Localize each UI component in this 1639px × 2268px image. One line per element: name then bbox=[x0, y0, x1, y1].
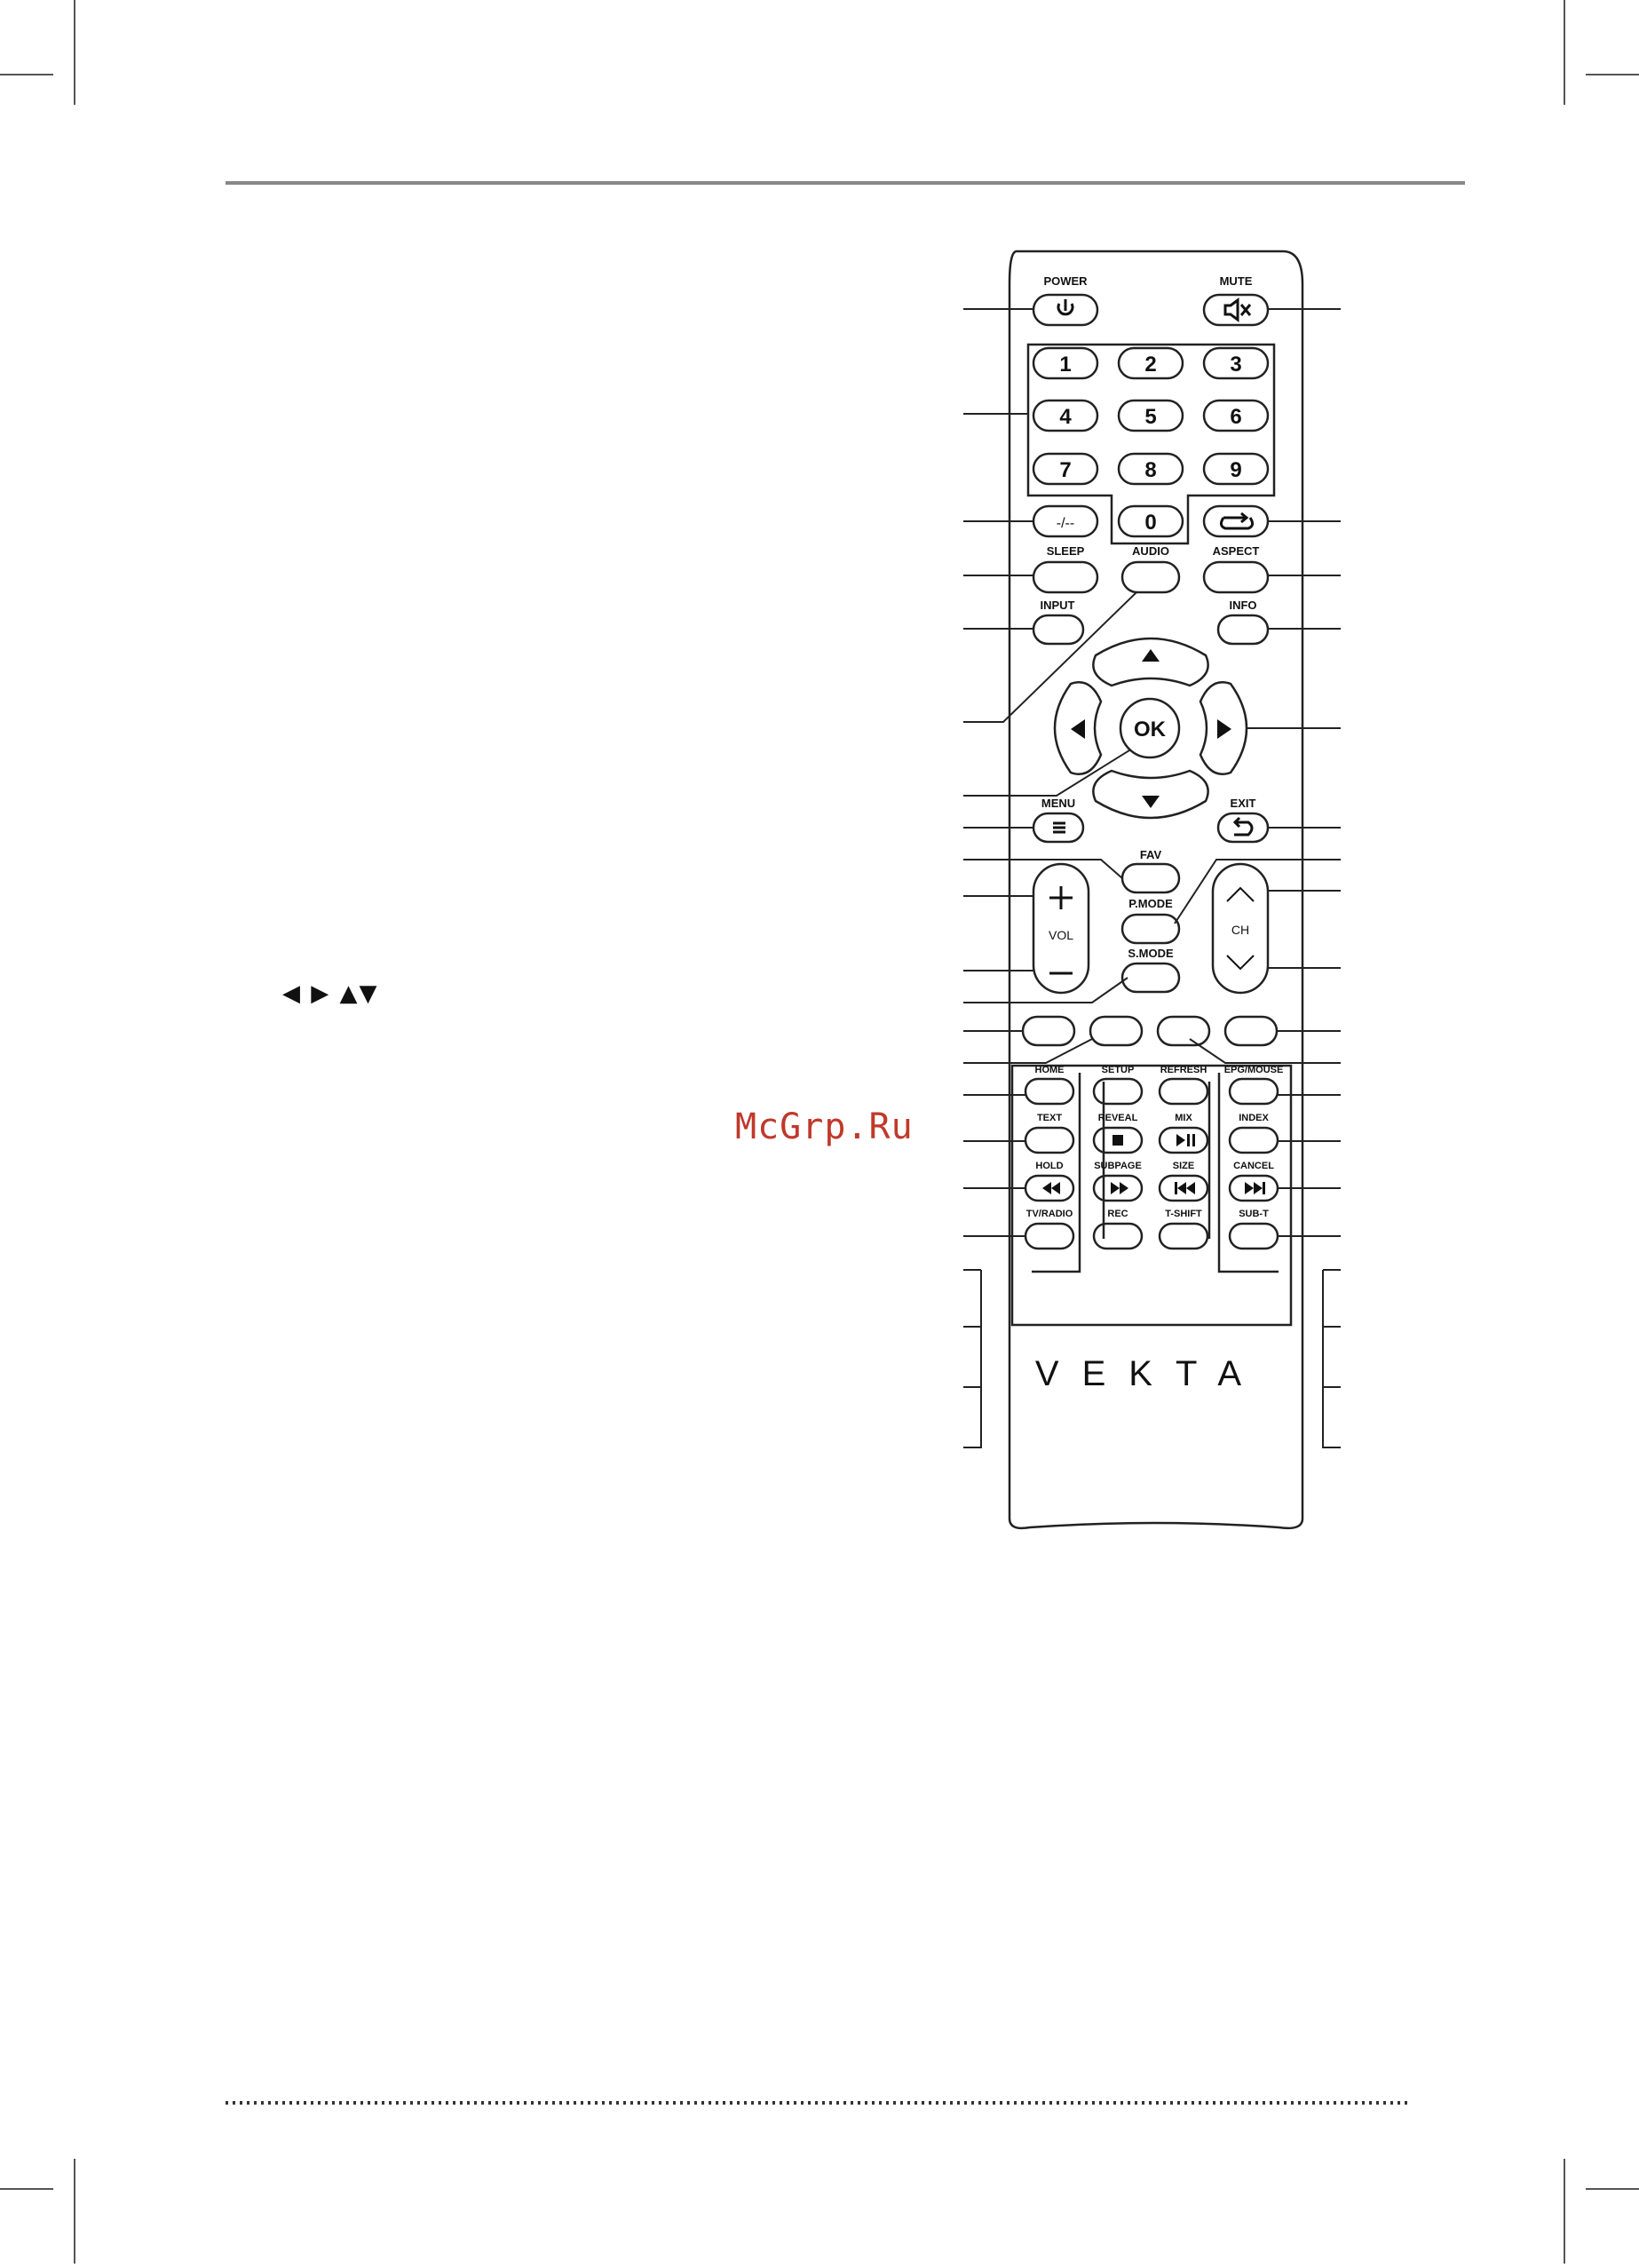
blue-key[interactable] bbox=[1225, 1017, 1277, 1045]
navigation-arrows-hint: ◀ ▶ ▲▼ bbox=[282, 980, 379, 1007]
tvradio-label: TV/RADIO bbox=[1025, 1209, 1073, 1219]
subt-label: SUB-T bbox=[1239, 1209, 1269, 1219]
arrow-right-icon bbox=[1217, 719, 1231, 739]
audio-button[interactable] bbox=[1122, 562, 1179, 592]
down-button[interactable] bbox=[1093, 771, 1207, 818]
pmode-label: P.MODE bbox=[1128, 897, 1173, 910]
arrow-down-icon bbox=[1142, 796, 1160, 808]
yellow-key[interactable] bbox=[1158, 1017, 1209, 1045]
pmode-button[interactable] bbox=[1122, 915, 1179, 943]
recall-icon bbox=[1221, 513, 1252, 528]
info-label: INFO bbox=[1229, 599, 1257, 612]
play-pause-icon bbox=[1176, 1134, 1195, 1146]
arrow-up-icon bbox=[1142, 649, 1160, 662]
menu-icon bbox=[1053, 823, 1065, 832]
digit-4: 4 bbox=[1059, 405, 1072, 429]
aspect-button[interactable] bbox=[1204, 562, 1268, 592]
rec-label: REC bbox=[1107, 1209, 1128, 1219]
reveal-label: REVEAL bbox=[1097, 1113, 1138, 1123]
sleep-label: SLEEP bbox=[1046, 544, 1085, 558]
size-label: SIZE bbox=[1172, 1161, 1195, 1171]
smode-label: S.MODE bbox=[1128, 947, 1174, 960]
digit-6: 6 bbox=[1230, 405, 1242, 429]
stop-icon bbox=[1112, 1135, 1123, 1146]
return-icon bbox=[1234, 818, 1252, 835]
audio-label: AUDIO bbox=[1132, 544, 1169, 558]
home-button[interactable] bbox=[1025, 1079, 1073, 1104]
plus-icon bbox=[1049, 886, 1073, 909]
index-label: INDEX bbox=[1239, 1113, 1269, 1123]
hold-label: HOLD bbox=[1035, 1161, 1064, 1171]
mute-icon bbox=[1225, 300, 1250, 320]
setup-button[interactable] bbox=[1094, 1079, 1142, 1104]
recall-button[interactable] bbox=[1204, 506, 1268, 536]
home-label: HOME bbox=[1034, 1065, 1065, 1075]
menu-label: MENU bbox=[1041, 797, 1076, 810]
setup-label: SETUP bbox=[1101, 1065, 1135, 1075]
chevron-up-icon bbox=[1227, 888, 1254, 901]
exit-button[interactable] bbox=[1218, 813, 1268, 842]
chevron-down-icon bbox=[1227, 956, 1254, 969]
smode-button[interactable] bbox=[1122, 964, 1179, 992]
remote-keys bbox=[1023, 295, 1278, 1249]
remote-control bbox=[1010, 251, 1302, 1528]
input-button[interactable] bbox=[1033, 615, 1083, 644]
ch-label: CH bbox=[1231, 923, 1250, 937]
watermark: McGrp.Ru bbox=[735, 1106, 914, 1147]
text-label: TEXT bbox=[1036, 1113, 1063, 1123]
tvradio-button[interactable] bbox=[1025, 1224, 1073, 1249]
aspect-label: ASPECT bbox=[1212, 544, 1260, 558]
digit-0: 0 bbox=[1144, 511, 1157, 535]
up-button[interactable] bbox=[1093, 638, 1207, 686]
input-label: INPUT bbox=[1040, 599, 1075, 612]
dash-label: -/-- bbox=[1056, 516, 1075, 531]
mute-button[interactable] bbox=[1204, 295, 1268, 325]
fast-forward-icon bbox=[1111, 1182, 1128, 1194]
index-button[interactable] bbox=[1230, 1128, 1278, 1153]
text-button[interactable] bbox=[1025, 1128, 1073, 1153]
digit-5: 5 bbox=[1144, 405, 1157, 429]
power-icon bbox=[1058, 299, 1073, 314]
digit-7: 7 bbox=[1059, 458, 1072, 482]
next-icon bbox=[1245, 1182, 1265, 1194]
sleep-button[interactable] bbox=[1033, 562, 1097, 592]
fav-label: FAV bbox=[1139, 848, 1162, 861]
epg-label: EPG/MOUSE bbox=[1223, 1065, 1284, 1075]
rec-button[interactable] bbox=[1094, 1224, 1142, 1249]
brand-logo: VEKTA bbox=[1034, 1354, 1265, 1393]
exit-label: EXIT bbox=[1230, 797, 1256, 810]
fav-button[interactable] bbox=[1122, 864, 1179, 892]
digit-9: 9 bbox=[1230, 458, 1242, 482]
arrow-left-icon bbox=[1071, 719, 1085, 739]
green-key[interactable] bbox=[1090, 1017, 1142, 1045]
subpage-label: SUBPAGE bbox=[1094, 1161, 1142, 1171]
subt-button[interactable] bbox=[1230, 1224, 1278, 1249]
power-label: POWER bbox=[1043, 274, 1088, 288]
epg-button[interactable] bbox=[1230, 1079, 1278, 1104]
tshift-label: T-SHIFT bbox=[1165, 1209, 1202, 1219]
digit-2: 2 bbox=[1144, 353, 1157, 377]
vol-label: VOL bbox=[1048, 928, 1074, 942]
mute-label: MUTE bbox=[1219, 274, 1253, 288]
digit-8: 8 bbox=[1144, 458, 1157, 482]
info-button[interactable] bbox=[1218, 615, 1268, 644]
rewind-icon bbox=[1042, 1182, 1060, 1194]
digit-3: 3 bbox=[1230, 353, 1242, 377]
cancel-label: CANCEL bbox=[1233, 1161, 1274, 1171]
ok-label: OK bbox=[1134, 718, 1166, 741]
digit-1: 1 bbox=[1059, 353, 1072, 377]
previous-icon bbox=[1175, 1182, 1195, 1194]
tshift-button[interactable] bbox=[1160, 1224, 1207, 1249]
mix-label: MIX bbox=[1175, 1113, 1192, 1123]
red-key[interactable] bbox=[1023, 1017, 1074, 1045]
refresh-button[interactable] bbox=[1160, 1079, 1207, 1104]
refresh-label: REFRESH bbox=[1160, 1065, 1207, 1075]
